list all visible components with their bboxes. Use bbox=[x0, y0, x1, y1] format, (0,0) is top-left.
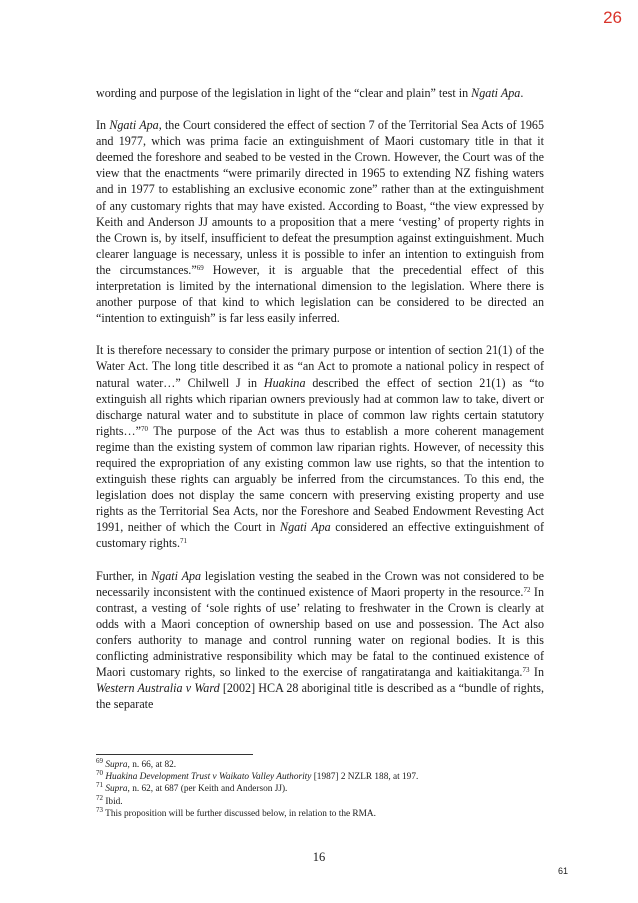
case-name: Ngati Apa bbox=[471, 86, 521, 100]
footnote-number: 72 bbox=[96, 793, 103, 802]
text-run: In bbox=[96, 118, 110, 133]
footnote-ref[interactable]: 72 bbox=[523, 585, 531, 594]
footnote bbox=[96, 783, 544, 795]
corner-page-number: 26 bbox=[603, 8, 622, 27]
footnote-ref[interactable]: 70 bbox=[141, 424, 149, 433]
footnote-text: [1987] 2 NZLR 188, at 197. bbox=[311, 772, 419, 783]
document-body bbox=[96, 85, 544, 728]
paragraph-continuation bbox=[96, 85, 544, 101]
footnote-italic: Supra bbox=[105, 784, 128, 795]
text-run: However, it is arguable that the precedential effect of this interpretation is limited by the international dimension to the legislation. Where there is another purpose of that kind to which legislation can be considered to be directed an “intention to extinguish” is far less easily inferred. bbox=[96, 262, 545, 326]
footnote bbox=[96, 759, 544, 771]
footnote-text: This proposition will be further discussed below, in relation to the RMA. bbox=[105, 808, 376, 819]
footnote-number: 69 bbox=[96, 757, 103, 765]
footnote bbox=[96, 771, 544, 783]
footnote bbox=[96, 805, 544, 820]
case-name: Ngati Apa bbox=[151, 568, 202, 583]
footnote bbox=[96, 793, 544, 808]
footnotes bbox=[96, 754, 544, 820]
text-run: [2002] HCA 28 aboriginal title is described as a “bundle of rights, the separate bbox=[96, 681, 544, 712]
page-number: 16 bbox=[312, 850, 326, 864]
text-run: wording and purpose of the legislation in light of the “clear and plain” test in bbox=[96, 86, 472, 100]
footnote-ref[interactable]: 69 bbox=[196, 263, 204, 272]
text-run: . bbox=[520, 86, 524, 100]
text-run: considered an effective extinguishment of customary rights. bbox=[96, 520, 544, 551]
text-run: In bbox=[529, 665, 544, 680]
text-run: In contrast, a vesting of ‘sole rights of use’ relating to freshwater in the Crown is clearly at odds with a Maori conception of ownership based on use and possession. The Act also confers authority to manage and control running water on regional bodies. It is this conflicting administrative responsibility which may be fatal to the continued existence of Maori customary rights, so linked to the exercise of rangatiratanga and kaitiakitanga. bbox=[96, 584, 544, 680]
text-run: legislation vesting the seabed in the Crown was not considered to be necessarily inconsistent with the continued existence of Maori property in the resource. bbox=[96, 568, 544, 599]
footnote-number: 71 bbox=[96, 781, 103, 790]
text-run: , the Court considered the effect of section 7 of the Territorial Sea Acts of 1965 and 1977, which was prima facie an extinguishment of Maori customary title in that it deemed the foreshore and seabed to be vested in the Crown. However, the Court was of the view that the enactments “were primarily directed in 1965 to extending NZ fishing waters and in 1977 to establishing an exclusive economic zone” rather than at the extinguishment of any customary rights that may have existed. According to Boast, “the view expressed by Keith and Anderson JJ amounts to a proposition that a mere ‘vesting’ of property rights in the Crown is, by itself, insufficient to defeat the presumption against extinguishment. Much clearer language is necessary, unless it is possible to infer an intention to extinguish from the circumstances.” bbox=[96, 118, 544, 277]
footnote-ref[interactable]: 73 bbox=[522, 666, 530, 675]
footnote-ref[interactable]: 71 bbox=[179, 537, 187, 546]
footnote-text: Ibid. bbox=[105, 796, 123, 807]
case-name: Huakina bbox=[263, 375, 306, 390]
text-run: Further, in bbox=[96, 568, 152, 583]
footnote-divider bbox=[96, 754, 253, 755]
footnote-text: , n. 66, at 82. bbox=[127, 760, 177, 770]
case-name: Ngati Apa bbox=[280, 520, 331, 535]
case-name: Ngati Apa bbox=[109, 118, 159, 133]
footnote-text: , n. 62, at 687 (per Keith and Anderson JJ). bbox=[127, 784, 288, 795]
text-run: It is therefore necessary to consider the primary purpose or intention of section 21(1) of the Water Act. The long title described it as “an Act to promote a national policy in respect of natural water…” Chilwell J in bbox=[96, 343, 544, 390]
footnote-italic: Supra bbox=[105, 760, 128, 770]
footnote-number: 70 bbox=[96, 769, 103, 778]
footnote-italic: Huakina Development Trust v Waikato Valley Authority bbox=[105, 772, 312, 783]
sheet-number: 61 bbox=[557, 866, 568, 876]
paragraph-ngati-apa bbox=[96, 117, 544, 326]
paragraph-water-act bbox=[96, 342, 544, 551]
paragraph-vesting bbox=[96, 568, 544, 713]
text-run: described the effect of section 21(1) as “to extinguish all rights which riparian owners previously had at common law to take, divert or discharge natural water and to substitute in place of common law rights certain statutory rights…” bbox=[96, 375, 544, 438]
case-name: Western Australia v Ward bbox=[96, 681, 220, 696]
text-run: The purpose of the Act was thus to establish a more coherent management regime than the existing system of common law riparian rights. However, of necessity this required the expropriation of any existing common law use rights, so that the intention to extinguish these rights can arguably be inferred from the circumstances. To this end, the legislation does not display the same concern with preserving existing property and use rights as the Territorial Sea Acts, nor the Foreshore and Seabed Endowment Revesting Act 1991, neither of which the Court in bbox=[96, 423, 544, 535]
footnote-number: 73 bbox=[96, 805, 103, 814]
